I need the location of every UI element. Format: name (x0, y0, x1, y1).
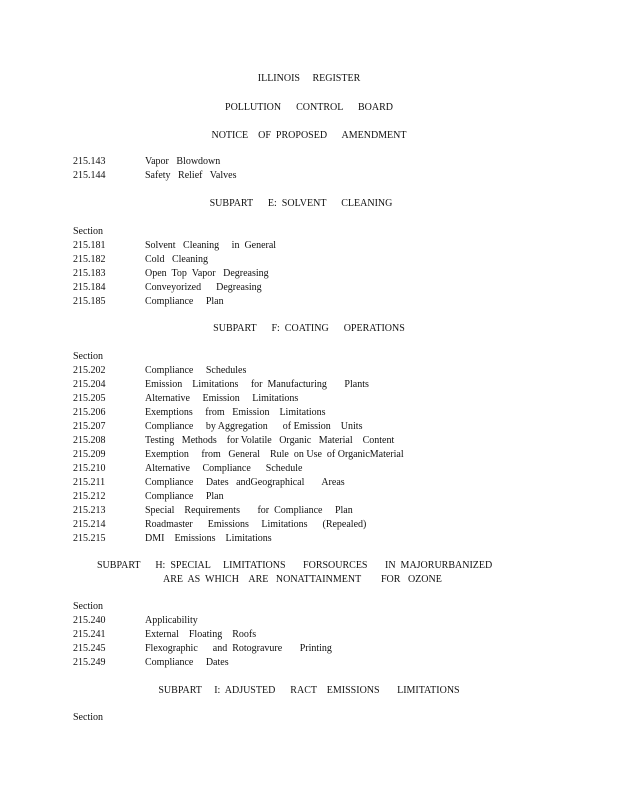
section-title: Compliance Plan (145, 491, 224, 502)
section-title: Flexographic and Rotogravure Printing (145, 643, 332, 654)
section-title: Compliance Plan (145, 296, 224, 307)
section-title: Conveyorized Degreasing (145, 282, 262, 293)
subpart-i-heading: SUBPART I: ADJUSTED RACT EMISSIONS LIMITATIONS (158, 685, 460, 696)
subpart-h-heading: SUBPART H: SPECIAL LIMITATIONS FORSOURCES IN MAJORURBANIZED (97, 560, 493, 571)
section-title: External Floating Roofs (145, 629, 257, 640)
section-title: Testing Methods for Volatile Organic Material Content (145, 435, 395, 446)
section-number: 215.249 (73, 657, 106, 668)
section-number: 215.240 (73, 615, 106, 626)
section-label: Section (73, 601, 103, 612)
section-title: Compliance Dates (145, 657, 229, 668)
section-number: 215.202 (73, 365, 106, 376)
section-number: 215.143 (73, 156, 106, 167)
section-title: Alternative Emission Limitations (145, 393, 299, 404)
section-number: 215.212 (73, 491, 106, 502)
subpart-h-heading-continued: ARE AS WHICH ARE NONATTAINMENT FOR OZONE (163, 574, 442, 585)
section-title: Vapor Blowdown (145, 156, 221, 167)
section-title: Cold Cleaning (145, 254, 209, 265)
section-label: Section (73, 712, 103, 723)
register-title: ILLINOIS REGISTER (257, 73, 361, 84)
section-number: 215.208 (73, 435, 106, 446)
section-title: Compliance Schedules (145, 365, 247, 376)
section-title: Exemptions from Emission Limitations (145, 407, 326, 418)
section-title: Exemption from General Rule on Use of OrganicMaterial (145, 449, 404, 460)
section-label: Section (73, 351, 103, 362)
section-number: 215.245 (73, 643, 106, 654)
section-number: 215.214 (73, 519, 106, 530)
section-title: Special Requirements for Compliance Plan (145, 505, 353, 516)
section-number: 215.184 (73, 282, 106, 293)
section-number: 215.204 (73, 379, 106, 390)
section-title: Solvent Cleaning in General (145, 240, 277, 251)
section-title: Alternative Compliance Schedule (145, 463, 303, 474)
section-number: 215.181 (73, 240, 106, 251)
notice-title: NOTICE OF PROPOSED AMENDMENT (211, 130, 407, 141)
section-title: Emission Limitations for Manufacturing Plants (145, 379, 369, 390)
section-title: Open Top Vapor Degreasing (145, 268, 269, 279)
section-number: 215.215 (73, 533, 106, 544)
section-number: 215.213 (73, 505, 106, 516)
section-title: Roadmaster Emissions Limitations (Repealed) (145, 519, 367, 530)
board-title: POLLUTION CONTROL BOARD (225, 102, 393, 113)
section-number: 215.207 (73, 421, 106, 432)
section-title: Applicability (145, 615, 198, 626)
section-number: 215.210 (73, 463, 106, 474)
subpart-f-heading: SUBPART F: COATING OPERATIONS (213, 323, 405, 334)
section-number: 215.206 (73, 407, 106, 418)
section-title: Safety Relief Valves (145, 170, 237, 181)
section-number: 215.144 (73, 170, 106, 181)
section-number: 215.182 (73, 254, 106, 265)
section-title: Compliance by Aggregation of Emission Units (145, 421, 363, 432)
section-number: 215.211 (73, 477, 106, 488)
section-number: 215.209 (73, 449, 106, 460)
section-label: Section (73, 226, 103, 237)
section-title: DMI Emissions Limitations (145, 533, 272, 544)
subpart-e-heading: SUBPART E: SOLVENT CLEANING (209, 198, 393, 209)
section-number: 215.183 (73, 268, 106, 279)
section-number: 215.241 (73, 629, 106, 640)
section-number: 215.185 (73, 296, 106, 307)
section-title: Compliance Dates andGeographical Areas (145, 477, 345, 488)
section-number: 215.205 (73, 393, 106, 404)
